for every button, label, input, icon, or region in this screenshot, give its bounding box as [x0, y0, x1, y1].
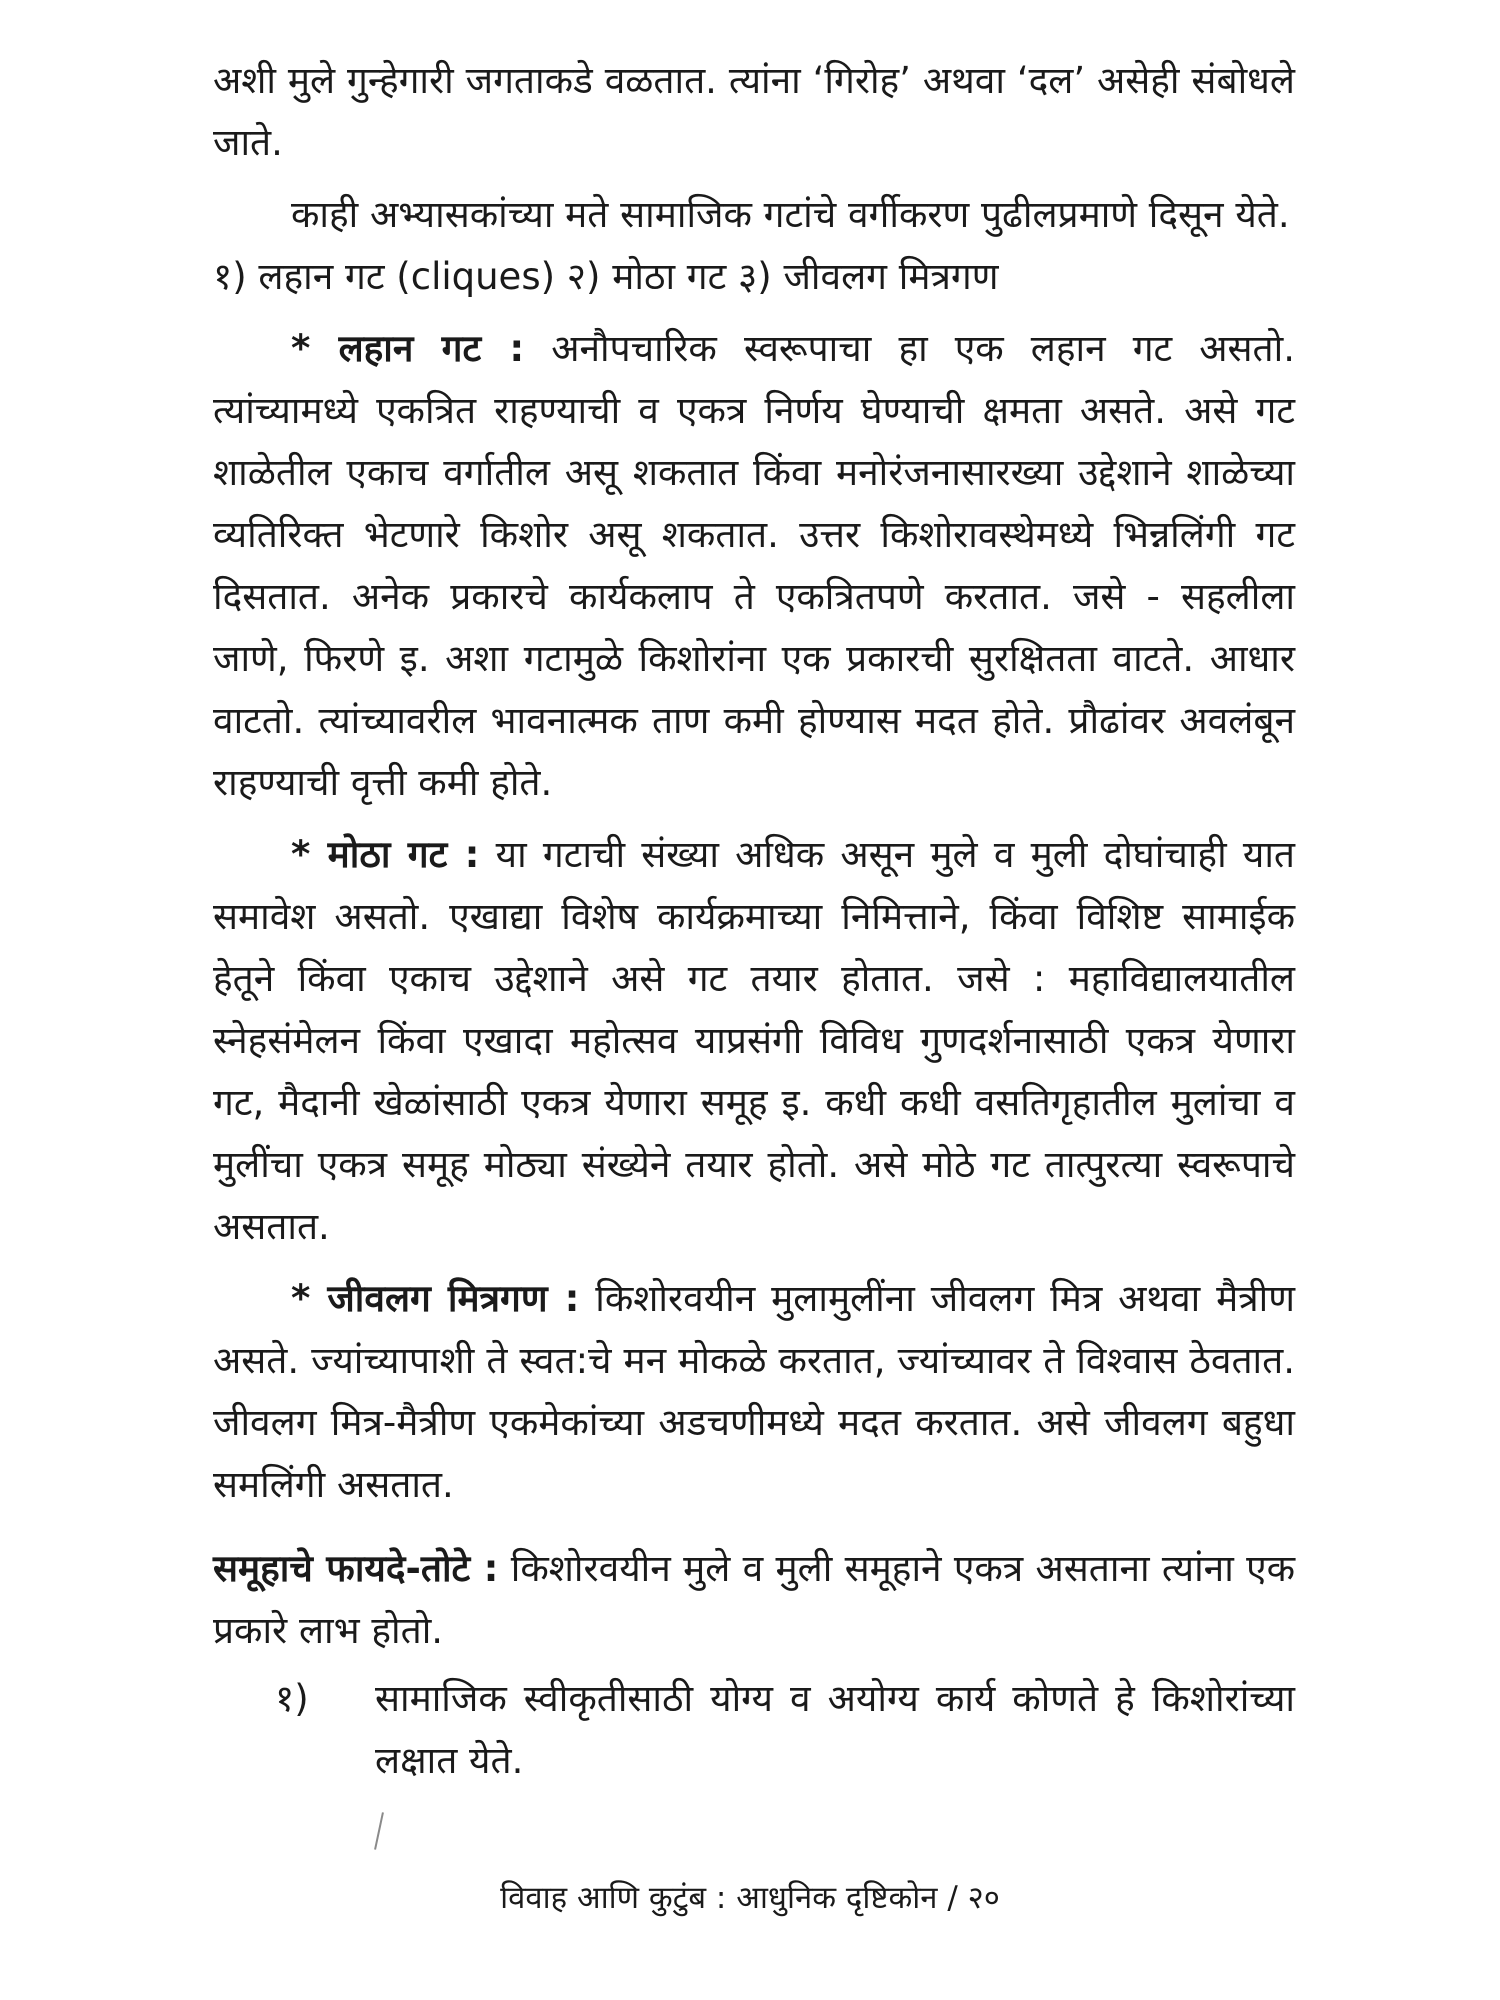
list-item-text: सामाजिक स्वीकृतीसाठी योग्य व अयोग्य कार्य कोणते हे किशोरांच्या लक्षात येते.	[375, 1677, 1295, 1782]
close-friends-heading: * जीवलग मित्रगण :	[291, 1277, 580, 1320]
list-item-number: १)	[275, 1677, 309, 1720]
document-page	[213, 50, 1295, 1950]
pros-cons-heading: समूहाचे फायदे-तोटे :	[213, 1547, 499, 1590]
large-group-body: या गटाची संख्या अधिक असून मुले व मुली दोघांचाही यात समावेश असतो. एखाद्या विशेष कार्यक्रमाच्या निमित्ताने, किंवा विशिष्ट सामाईक हेतूने किंवा एकाच उद्देशाने असे गट तयार होतात. जसे : महाविद्यालयातील स्नेहसंमेलन किंवा एखादा महोत्सव याप्रसंगी विविध गुणदर्शनासाठी एकत्र येणारा गट, मैदानी खेळांसाठी एकत्र येणारा समूह इ. कधी कधी वसतिगृहातील मुलांचा व मुलींचा एकत्र समूह मोठ्या संख्येने तयार होतो. असे मोठे गट तात्पुरत्या स्वरूपाचे असतात.	[213, 833, 1295, 1248]
paragraph-group-pros-cons	[213, 1538, 1295, 1662]
paragraph-gang-intro: अशी मुले गुन्हेगारी जगताकडे वळतात. त्यांना ‘गिरोह’ अथवा ‘दल’ असेही संबोधले जाते.	[213, 59, 1295, 164]
classification-list: १) लहान गट (cliques) २) मोठा गट ३) जीवलग मित्रगण	[213, 255, 999, 298]
page-footer: विवाह आणि कुटुंब : आधुनिक दृष्टिकोन / २०	[500, 1880, 1000, 1916]
small-group-body: अनौपचारिक स्वरूपाचा हा एक लहान गट असतो. त्यांच्यामध्ये एकत्रित राहण्याची व एकत्र निर्णय घेण्याची क्षमता असते. असे गट शाळेतील एकाच वर्गातील असू शकतात किंवा मनोरंजनासारख्या उद्देशाने शाळेच्या व्यतिरिक्त भेटणारे किशोर असू शकतात. उत्तर किशोरावस्थेमध्ये भिन्नलिंगी गट दिसतात. अनेक प्रकारचे कार्यकलाप ते एकत्रितपणे करतात. जसे - सहलीला जाणे, फिरणे इ. अशा गटामुळे किशोरांना एक प्रकारची सुरक्षितता वाटते. आधार वाटतो. त्यांच्यावरील भावनात्मक ताण कमी होण्यास मदत होते. प्रौढांवर अवलंबून राहण्याची वृत्ती कमी होते.	[213, 327, 1295, 804]
paragraph-small-group	[213, 318, 1295, 814]
pros-cons-body: किशोरवयीन मुले व मुली समूहाने एकत्र असताना त्यांना एक प्रकारे लाभ होतो.	[213, 1547, 1295, 1652]
small-group-heading: * लहान गट :	[291, 327, 525, 370]
paragraph-close-friends	[213, 1268, 1295, 1516]
paragraph-large-group	[213, 824, 1295, 1258]
close-friends-body: किशोरवयीन मुलामुलींना जीवलग मित्र अथवा मैत्रीण असते. ज्यांच्यापाशी ते स्वत:चे मन मोकळे करतात, ज्यांच्यावर ते विश्वास ठेवतात. जीवलग मित्र-मैत्रीण एकमेकांच्या अडचणीमध्ये मदत करतात. असे जीवलग बहुधा समलिंगी असतात.	[213, 1277, 1295, 1506]
list-item	[213, 1668, 1295, 1792]
paragraph-classification-intro: काही अभ्यासकांच्या मते सामाजिक गटांचे वर्गीकरण पुढीलप्रमाणे दिसून येते.	[291, 193, 1290, 236]
large-group-heading: * मोठा गट :	[291, 833, 480, 876]
